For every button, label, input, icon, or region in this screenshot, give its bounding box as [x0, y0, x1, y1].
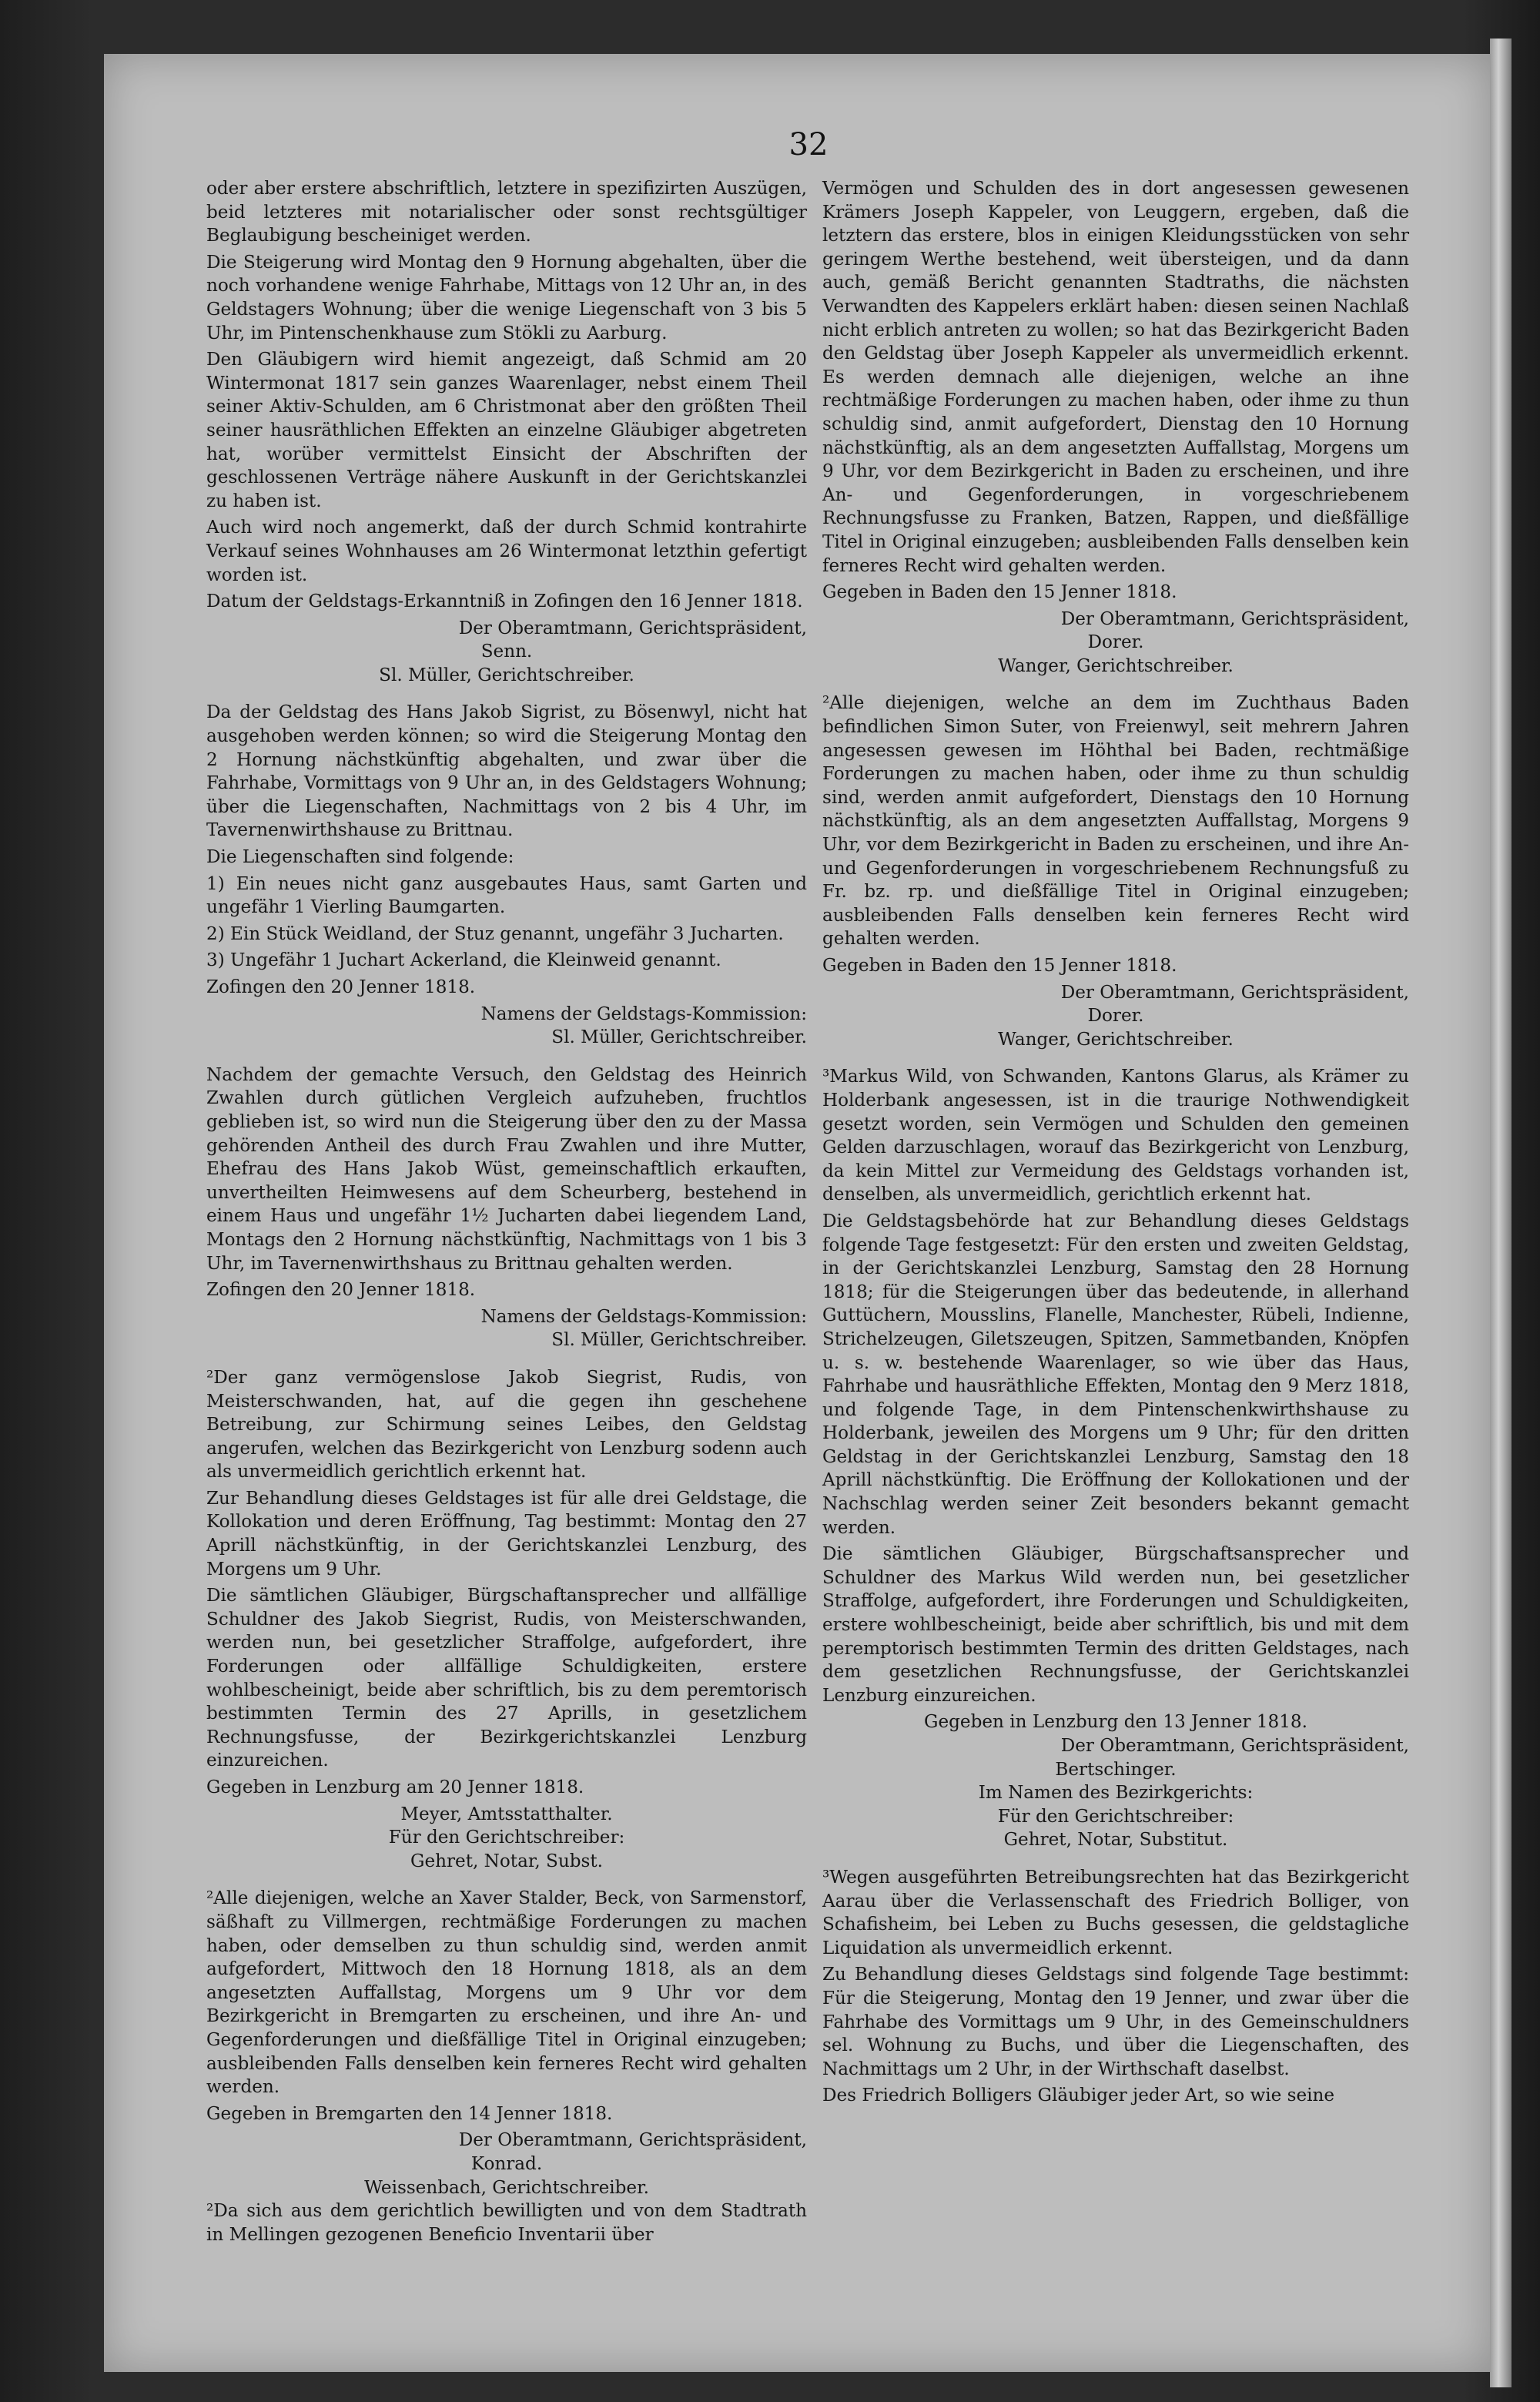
paragraph: Die Steigerung wird Montag den 9 Hornung abgehalten, über die noch vorhandene wenige Fahrhabe, Mittags von 12 Uhr an, in des Geldstagers Wohnung; über die wenige Liegenschaft von 3 bis 5 Uhr, im Pintenschenkhause zum Stökli zu Aarburg.: [206, 252, 807, 343]
signature-name: Dorer.: [1087, 1006, 1144, 1027]
signature-clerk: Gehret, Notar, Substitut.: [1003, 1830, 1228, 1851]
signature-line: Für den Gerichtschreiber:: [997, 1806, 1234, 1827]
paragraph: Zur Behandlung dieses Geldstages ist für alle drei Geldstage, die Kollokation und deren Eröffnung, Tag bestimmt: Montag den 27 Aprill nächstkünftig, in der Gerichtskanzlei Lenzburg, des Morgens um 9 Uhr.: [206, 1488, 807, 1580]
paragraph: Die Geldstagsbehörde hat zur Behandlung dieses Geldstags folgende Tage festgesetzt: Für den ersten und zweiten Geldstag, in der Gerichtskanzlei Lenzburg, Samstag den 28 Hornung 1818; für die Steigerungen über das bedeutende, in allerhand Guttüchern, Mousslins, Flanelle, Manchester, Rübeli, Indienne, Strichelzeugen, Giletszeugen, Spitzen, Sammetbanden, Knöpfen u. s. w. bestehende Waarenlager, so wie über das Haus, Fahrhabe und hausräthliche Effekten, Montag den 9 Merz 1818, und folgende Tage, in dem Pintenschenkwirthshause zu Holderbank, jeweilen des Morgens um 9 Uhr; für den dritten Geldstag in der Gerichtskanzlei Lenzburg, Samstag den 18 Aprill nächstkünftig. Die Eröffnung der Kollokationen und der Nachschlag werden seiner Zeit besonders bekannt gemacht werden.: [822, 1211, 1409, 1538]
signature-clerk: Wanger, Gerichtschreiber.: [998, 655, 1234, 676]
paragraph: Die Liegenschaften sind folgende:: [206, 847, 514, 868]
paragraph: ³Markus Wild, von Schwanden, Kantons Glarus, als Krämer zu Holderbank angesessen, ist in die traurige Nothwendigkeit gesetzt worden, sein Vermögen und Schulden den gemeinen Gelden darzuschlagen, worauf das Bezirkgericht von Lenzburg, da kein Mittel zur Vermeidung des Geldstags vorhanden ist, denselben, als unvermeidlich, gerichtlich erkennt hat.: [822, 1067, 1409, 1205]
right-column: [822, 177, 1409, 2111]
date-line: Gegeben in Baden den 15 Jenner 1818.: [822, 582, 1177, 603]
paragraph: Die sämtlichen Gläubiger, Bürgschaftsansprecher und Schuldner des Markus Wild werden nun, bei gesetzlicher Straffolge, aufgefordert, ihre Forderungen und Schuldigkeiten, erstere wohlbescheinigt, beide aber schriftlich, bis und mit dem peremptorisch bestimmten Termin des dritten Geldstages, nach dem gesetzlichen Rechnungsfusse, der Gerichtskanzlei Lenzburg einzureichen.: [822, 1544, 1409, 1706]
date-line: Gegeben in Baden den 15 Jenner 1818.: [822, 956, 1177, 976]
date-line: Zofingen den 20 Jenner 1818.: [206, 1280, 476, 1301]
signature-line: Namens der Geldstags-Kommission:: [480, 1003, 807, 1024]
paragraph: ³Wegen ausgeführten Betreibungsrechten hat das Bezirkgericht Aarau über die Verlassenschaft des Friedrich Bolliger, von Schafisheim, bei Leben zu Buchs gesessen, die geldstagliche Liquidation als unvermeidlich erkennt.: [822, 1867, 1409, 1958]
paragraph: ²Alle diejenigen, welche an dem im Zuchthaus Baden befindlichen Simon Suter, von Freienwyl, seit mehrern Jahren angesessen gewesen im Höhthal bei Baden, rechtmäßige Forderungen zu machen haben, oder ihme zu thun schuldig sind, werden anmit aufgefordert, Dienstags den 10 Hornung nächstkünftig, als an dem angesetzten Auffallstag, Morgens 9 Uhr, vor dem Bezirkgericht in Baden zu erscheinen, und ihre An- und Gegenforderungen in vorgeschriebenem Rechnungsfuß zu Fr. bz. rp. und dießfällige Titel in Original einzugeben; ausbleibenden Falls denselben kein ferneres Recht wird gehalten werden.: [822, 693, 1409, 950]
signature-clerk: Sl. Müller, Gerichtschreiber.: [379, 665, 634, 685]
signature-name: Konrad.: [470, 2153, 543, 2174]
signature-clerk: Wanger, Gerichtschreiber.: [998, 1029, 1234, 1050]
paragraph: Zu Behandlung dieses Geldstags sind folgende Tage bestimmt: Für die Steigerung, Montag den 19 Jenner, und zwar über die Fahrhabe des Vormittags um 9 Uhr, in des Gemeinschuldners sel. Wohnung zu Buchs, und über die Liegenschaften, des Nachmittags um 2 Uhr, in der Wirthschaft daselbst.: [822, 1965, 1409, 2079]
signature-name: Dorer.: [1087, 632, 1144, 653]
paragraph: Des Friedrich Bolligers Gläubiger jeder Art, so wie seine: [822, 2085, 1335, 2106]
signature-line: Der Oberamtmann, Gerichtspräsident,: [458, 618, 807, 638]
signature-clerk: Gehret, Notar, Subst.: [410, 1851, 603, 1871]
list-item: 2) Ein Stück Weidland, der Stuz genannt, ungefähr 3 Jucharten.: [206, 923, 784, 944]
paragraph: ²Alle diejenigen, welche an Xaver Stalder, Beck, von Sarmenstorf, säßhaft zu Villmergen, rechtmäßige Forderungen zu machen haben, oder demselben zu thun schuldig sind, werden anmit aufgefordert, Mittwoch den 18 Hornung 1818, als an dem angesetzten Auffallstag, Morgens um 9 Uhr vor dem Bezirkgericht in Bremgarten zu erscheinen, und ihre An- und Gegenforderungen und dießfällige Titel in Original einzugeben; ausbleibenden Falls denselben kein ferneres Recht wird gehalten werden.: [206, 1888, 807, 2098]
date-line: Gegeben in Lenzburg am 20 Jenner 1818.: [206, 1777, 584, 1797]
list-item: 3) Ungefähr 1 Juchart Ackerland, die Kleinweid genannt.: [206, 950, 721, 971]
signature-clerk: Sl. Müller, Gerichtschreiber.: [551, 1027, 807, 1048]
date-line: Zofingen den 20 Jenner 1818.: [206, 977, 476, 997]
signature-line: Meyer, Amtsstatthalter.: [400, 1804, 613, 1824]
paragraph: Vermögen und Schulden des in dort angesessen gewesenen Krämers Joseph Kappeler, von Leuggern, ergeben, daß die letztern das erstere, blos in einigen Kleidungsstücken von sehr geringem Werthe bestehend, weit übersteigen, und da dann auch, gemäß Bericht genannten Stadtraths, die nächsten Verwandten des Kappelers erklärt haben: diesen seinen Nachlaß nicht erblich antreten zu wollen; so hat das Bezirkgericht Baden den Geldstag über Joseph Kappeler als unvermeidlich erkennt. Es werden demnach alle diejenigen, welche an ihne rechtmäßige Forderungen zu machen haben, oder ihme zu thun schuldig sind, anmit aufgefordert, Dienstag den 10 Hornung nächstkünftig, als an dem angesetzten Auffallstag, Morgens um 9 Uhr, vor dem Bezirkgericht in Baden zu erscheinen, und ihre An- und Gegenforderungen, in vorgeschriebenem Rechnungsfusse zu Franken, Batzen, Rappen, und dießfällige Titel in Original einzugeben; ausbleibenden Falls denselben kein ferneres Recht wird gehalten werden.: [822, 179, 1409, 576]
left-column: [206, 177, 807, 2250]
paragraph: Datum der Geldstags-Erkanntniß in Zofingen den 16 Jenner 1818.: [206, 591, 803, 612]
paragraph: ²Der ganz vermögenslose Jakob Siegrist, Rudis, von Meisterschwanden, hat, auf die gegen ihn geschehene Betreibung, zur Schirmung seines Leibes, den Geldstag angerufen, welchen das Bezirkgericht von Lenzburg sodenn auch als unvermeidlich gerichtlich erkennt hat.: [206, 1367, 807, 1482]
signature-line: Der Oberamtmann, Gerichtspräsident,: [1060, 982, 1409, 1003]
date-line: Gegeben in Lenzburg den 13 Jenner 1818.: [924, 1712, 1307, 1733]
signature-line: Im Namen des Bezirkgerichts:: [978, 1783, 1254, 1804]
paragraph: Die sämtlichen Gläubiger, Bürgschaftansprecher und allfällige Schuldner des Jakob Siegrist, Rudis, von Meisterschwanden, werden nun, bei gesetzlicher Straffolge, aufgefordert, ihre Forderungen oder allfällige Schuldigkeiten, erstere wohlbescheinigt, beide aber schriftlich, bis zu dem peremtorisch bestimmten Termin des 27 Aprills, in gesetzlichem Rechnungsfusse, der Bezirkgerichtskanzlei Lenzburg einzureichen.: [206, 1586, 807, 1771]
date-line: Gegeben in Bremgarten den 14 Jenner 1818.: [206, 2103, 613, 2124]
paragraph: Nachdem der gemachte Versuch, den Geldstag des Heinrich Zwahlen durch gütlichen Vergleich aufzuheben, fruchtlos geblieben ist, so wird nun die Steigerung über den zu der Massa gehörenden Antheil des durch Frau Zwahlen und ihre Mutter, Ehefrau des Hans Jakob Wüst, gemeinschaftlich erkauften, unvertheilten Heimwesens auf dem Scheurberg, bestehend in einem Haus und ungefähr 1½ Jucharten dabei liegendem Land, Montags den 2 Hornung nächstkünftig, Nachmittags von 1 bis 3 Uhr, im Tavernenwirthshaus zu Brittnau gehalten werden.: [206, 1064, 807, 1274]
signature-line: Namens der Geldstags-Kommission:: [480, 1306, 807, 1327]
paragraph: oder aber erstere abschriftlich, letztere in spezifizirten Auszügen, beid letzteres mit notarialischer oder sonst rechtsgültiger Beglaubigung bescheiniget werden.: [206, 179, 807, 246]
signature-clerk: Sl. Müller, Gerichtschreiber.: [551, 1330, 807, 1351]
signature-line: Für den Gerichtschreiber:: [388, 1827, 625, 1848]
signature-line: Der Oberamtmann, Gerichtspräsident,: [1060, 608, 1409, 629]
signature-line: Der Oberamtmann, Gerichtspräsident,: [1060, 1736, 1409, 1756]
page-number: 32: [788, 127, 829, 162]
signature-clerk: Weissenbach, Gerichtschreiber.: [364, 2177, 649, 2198]
signature-name: Bertschinger.: [1055, 1759, 1177, 1780]
paragraph: Da der Geldstag des Hans Jakob Sigrist, zu Bösenwyl, nicht hat ausgehoben werden können; so wird die Steigerung Montag den 2 Hornung nächstkünftig abgehalten, und zwar über die Fahrhabe, Vormittags von 9 Uhr an, in des Geldstagers Wohnung; über die Liegenschaften, Nachmittags von 2 bis 4 Uhr, im Tavernenwirthshause zu Brittnau.: [206, 702, 807, 841]
paragraph: Auch wird noch angemerkt, daß der durch Schmid kontrahirte Verkauf seines Wohnhauses am 26 Wintermonat letzthin gefertigt worden ist.: [206, 518, 807, 585]
paragraph: Den Gläubigern wird hiemit angezeigt, daß Schmid am 20 Wintermonat 1817 sein ganzes Waarenlager, nebst einem Theil seiner Aktiv-Schulden, am 6 Christmonat aber den größten Theil seiner hausräthlichen Effekten an einzelne Gläubiger abgetreten hat, worüber vermittelst Einsicht der Abschriften der geschlossenen Verträge nähere Auskunft in der Gerichtskanzlei zu haben ist.: [206, 350, 807, 511]
signature-name: Senn.: [480, 642, 533, 662]
page-edge: [1490, 39, 1512, 2387]
paragraph: ²Da sich aus dem gerichtlich bewilligten und von dem Stadtrath in Mellingen gezogenen Beneficio Inventarii über: [206, 2201, 807, 2245]
list-item: 1) Ein neues nicht ganz ausgebautes Haus, samt Garten und ungefähr 1 Vierling Baumgarten.: [206, 873, 807, 918]
signature-line: Der Oberamtmann, Gerichtspräsident,: [458, 2130, 807, 2151]
